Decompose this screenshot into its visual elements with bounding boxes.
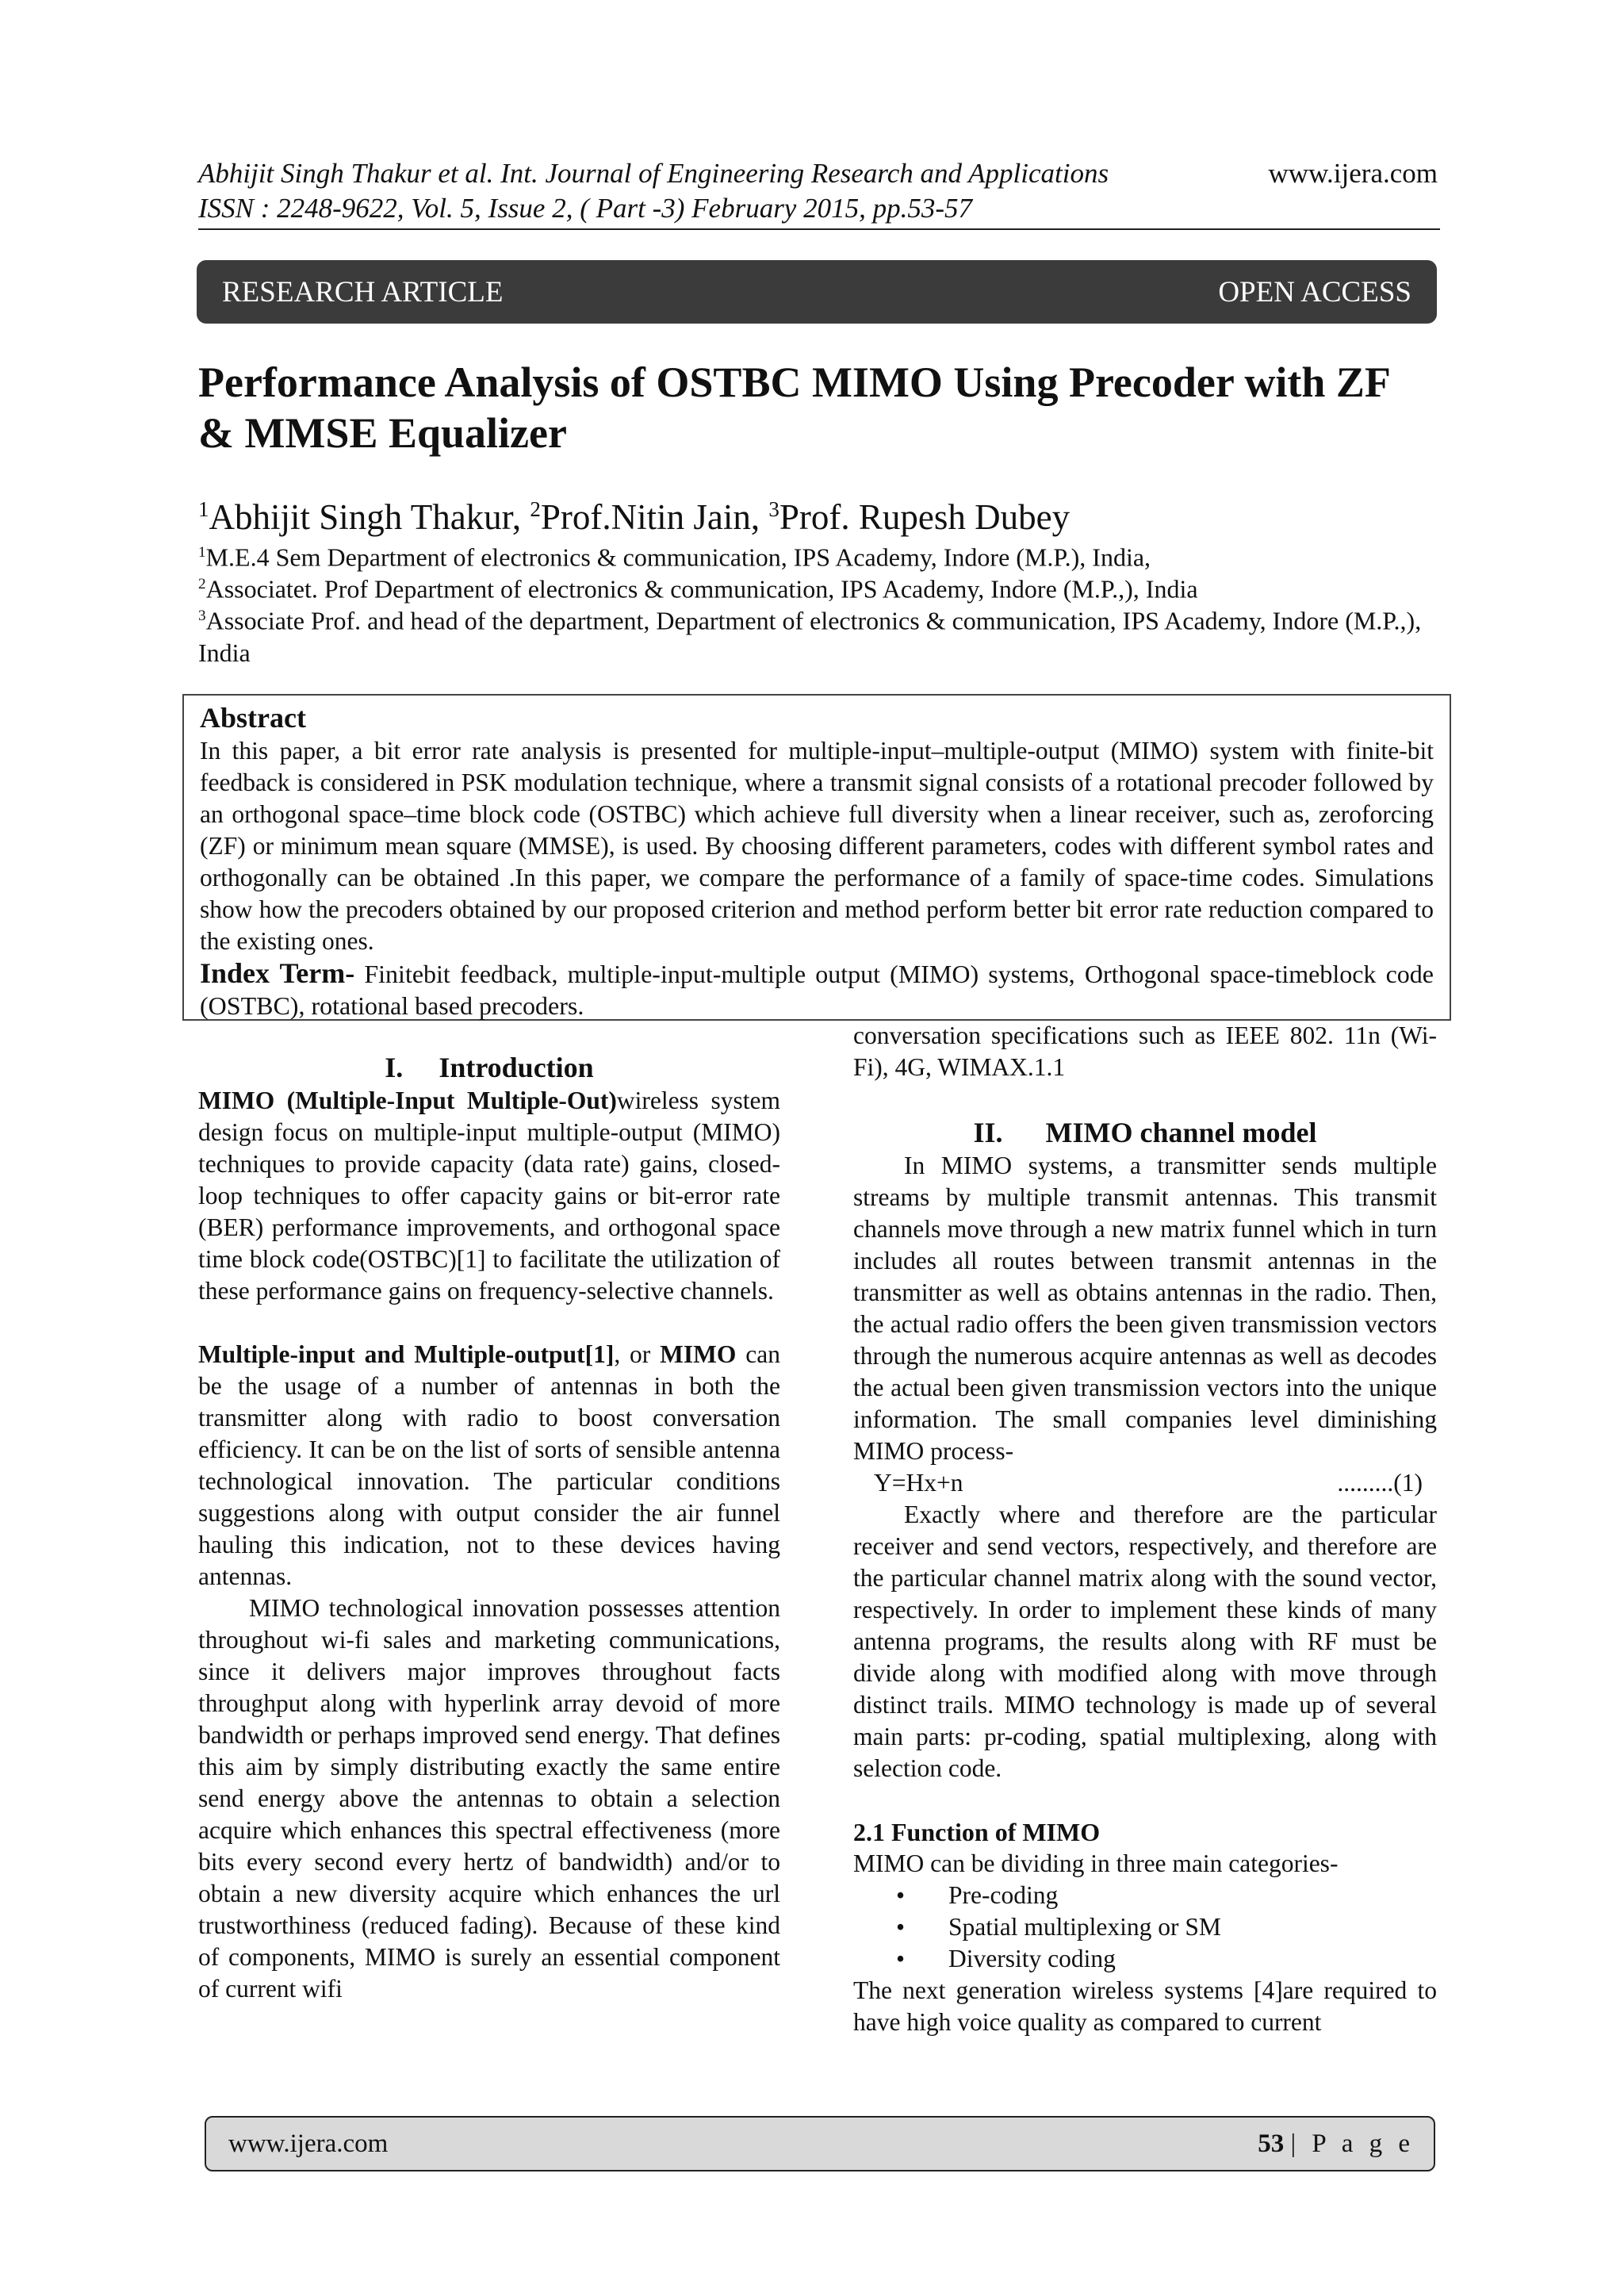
paper-title bbox=[198, 357, 1443, 458]
list-item: • Diversity coding bbox=[948, 1943, 1437, 1975]
header-divider bbox=[198, 228, 1440, 230]
author-1-marker: 1 bbox=[198, 497, 209, 521]
affiliation-3 bbox=[198, 600, 1443, 669]
channel-paragraph-2: Exactly where and therefore are the particular receiver and send vectors, respectively, and therefore are the particular channel matrix along with the sound vector, respectively. In order to implement these kinds of many antenna programs, the results along with RF must be divide along with modified along with move through distinct trails. MIMO technology is made up of several main parts: pr-coding, spatial multiplexing, along with selection code. bbox=[853, 1501, 1437, 1782]
article-type-banner bbox=[197, 260, 1437, 324]
intro-p2-bold-2: MIMO bbox=[660, 1340, 737, 1368]
page-number: 53 bbox=[1258, 2129, 1285, 2158]
right-column bbox=[853, 1020, 1437, 2038]
footer-page-info bbox=[1258, 2129, 1415, 2159]
paper-title-line-2: & MMSE Equalizer bbox=[198, 409, 567, 457]
abstract-heading: Abstract bbox=[200, 702, 306, 734]
author-1-name: Abhijit Singh Thakur, bbox=[209, 497, 530, 537]
affiliation-1-text: M.E.4 Sem Department of electronics & communication, IPS Academy, Indore (M.P.), India, bbox=[205, 542, 1151, 572]
abstract-body: In this paper, a bit error rate analysis is presented for multiple-input–multiple-output (MIMO) system with finite-bit feedback is considered in PSK modulation technique, where a transmit signal consists of a rotational precoder followed by an orthogonal space–time block code (OSTBC) which achieve full diversity when a linear receiver, such as, zeroforcing (ZF) or minimum mean square (MMSE), is used. By choosing different parameters, codes with different symbol rates and orthogonally can be obtained .In this paper, we compare the performance of a family of space-time codes. Simulations show how the precoders obtained by our proposed criterion and method perform better bit error rate reduction compared to the existing ones. bbox=[200, 737, 1434, 955]
journal-website: www.ijera.com bbox=[1268, 158, 1438, 189]
next-gen-paragraph: The next generation wireless systems [4]are required to have high voice quality as compared to current bbox=[853, 1976, 1437, 2036]
channel-paragraph-1: In MIMO systems, a transmitter sends multiple streams by multiple transmit antennas. This transmit channels move through a new matrix funnel which in turn includes all routes between transmit antennas in the transmitter as well as obtains antennas in the radio. Then, the actual radio offers the been given transmission vectors through the numerous acquire antennas as well as decodes the actual been given transmission vectors into the unique information. The small companies level diminishing MIMO process- bbox=[853, 1152, 1437, 1465]
author-list bbox=[198, 487, 1070, 539]
equation-1 bbox=[853, 1467, 1437, 1499]
affiliation-3-marker: 3 bbox=[198, 608, 206, 624]
journal-citation-line-2: ISSN : 2248-9622, Vol. 5, Issue 2, ( Part -3) February 2015, pp.53-57 bbox=[198, 193, 973, 224]
index-terms-label: Index Term- bbox=[200, 957, 355, 989]
page-footer bbox=[205, 2116, 1435, 2171]
author-2-marker: 2 bbox=[530, 497, 541, 521]
index-terms-text: Finitebit feedback, multiple-input-multiple output (MIMO) systems, Orthogonal space-timeblock code (OSTBC), rotational based precoders. bbox=[200, 960, 1434, 1020]
list-item: • Spatial multiplexing or SM bbox=[948, 1911, 1437, 1943]
affiliation-3-text: Associate Prof. and head of the department, Department of electronics & communication, IPS Academy, Indore (M.P.,), India bbox=[198, 606, 1422, 667]
intro-paragraph-1 bbox=[198, 1085, 780, 1307]
equation-1-number: .........(1) bbox=[1337, 1469, 1423, 1497]
equation-1-body: Y=Hx+n bbox=[874, 1469, 963, 1497]
footer-website: www.ijera.com bbox=[228, 2129, 389, 2158]
intro-paragraph-2 bbox=[198, 1339, 780, 1593]
author-3-marker: 3 bbox=[768, 497, 779, 521]
affiliation-2-text: Associatet. Prof Department of electronics & communication, IPS Academy, Indore (M.P.,), India bbox=[205, 574, 1198, 604]
section-2-number: II. bbox=[973, 1117, 1003, 1148]
author-3-name: Prof. Rupesh Dubey bbox=[779, 497, 1071, 537]
intro-p2-text: can be the usage of a number of antennas in both the transmitter along with radio to boost conversation efficiency. It can be on the list of sorts of sensible antenna technological innovation. The particular conditions suggestions along with output consider the air funnel hauling this indication, not to these devices having antennas. bbox=[198, 1340, 780, 1590]
intro-p2-joiner: , or bbox=[614, 1340, 661, 1368]
affiliation-2 bbox=[198, 569, 1443, 605]
abstract-box bbox=[182, 694, 1451, 1021]
affiliation-1 bbox=[198, 537, 1443, 573]
journal-citation-line-1: Abhijit Singh Thakur et al. Int. Journal of Engineering Research and Applications bbox=[198, 158, 1109, 189]
intro-p1-bold: MIMO (Multiple-Input Multiple-Out) bbox=[198, 1087, 617, 1114]
section-2-title: MIMO channel model bbox=[1045, 1117, 1317, 1148]
intro-p2-bold-1: Multiple-input and Multiple-output[1] bbox=[198, 1340, 615, 1368]
affiliation-1-marker: 1 bbox=[198, 544, 206, 561]
left-column bbox=[198, 1050, 780, 2005]
page-label: | P a g e bbox=[1290, 2129, 1415, 2158]
list-item: • Pre-coding bbox=[948, 1880, 1437, 1911]
function-intro: MIMO can be dividing in three main categories- bbox=[853, 1849, 1339, 1877]
section-1-heading bbox=[198, 1050, 780, 1085]
open-access-label: OPEN ACCESS bbox=[1218, 275, 1411, 309]
index-terms bbox=[200, 957, 1434, 1022]
affiliation-2-marker: 2 bbox=[198, 576, 206, 592]
section-1-number: I. bbox=[385, 1052, 404, 1083]
subsection-2-1-heading: 2.1 Function of MIMO bbox=[853, 1818, 1101, 1846]
section-2-heading bbox=[853, 1115, 1437, 1150]
intro-paragraph-3: MIMO technological innovation possesses attention throughout wi-fi sales and marketing communications, since it delivers major improves throughout facts throughput along with hyperlink array devoid of more bandwidth or perhaps improved send energy. That defines this aim by simply distributing exactly the same entire send energy above the antennas to obtain a selection acquire which enhances this spectral effectiveness (more bits every second every hertz of bandwidth) and/or to obtain a new diversity acquire which enhances the url trustworthiness (reduced fading). Because of these kind of components, MIMO is surely an essential component of current wifi bbox=[198, 1594, 780, 2003]
research-article-label: RESEARCH ARTICLE bbox=[222, 275, 504, 309]
intro-continuation: conversation specifications such as IEEE 802. 11n (Wi-Fi), 4G, WIMAX.1.1 bbox=[853, 1022, 1437, 1081]
mimo-category-list bbox=[853, 1880, 1437, 1975]
intro-p1-text: wireless system design focus on multiple-input multiple-output (MIMO) techniques to provide capacity (data rate) gains, closed-loop techniques to offer capacity gains or bit-error rate (BER) performance improvements, and orthogonal space time block code(OSTBC)[1] to facilitate the utilization of these performance gains on frequency-selective channels. bbox=[198, 1087, 780, 1305]
author-2-name: Prof.Nitin Jain, bbox=[540, 497, 769, 537]
paper-title-line-1: Performance Analysis of OSTBC MIMO Using Precoder with ZF bbox=[198, 358, 1391, 406]
section-1-title: Introduction bbox=[439, 1052, 594, 1083]
